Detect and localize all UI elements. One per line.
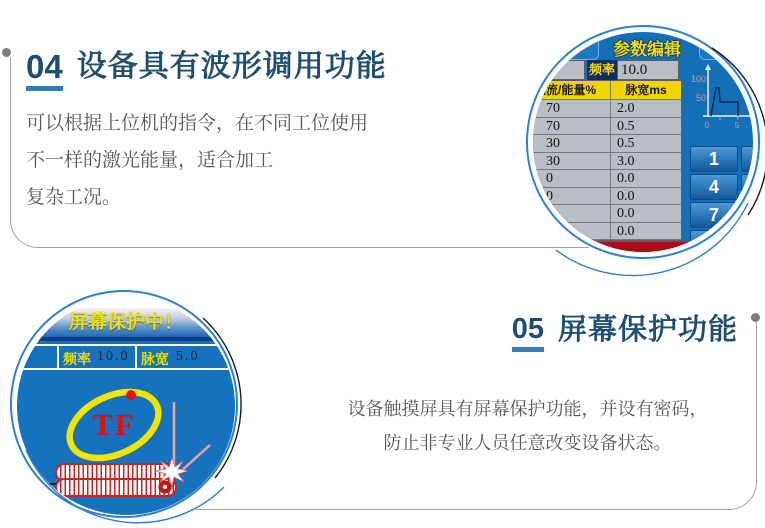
table-cell: 0.0 (611, 170, 681, 188)
col-header-current: 电流/能量% (533, 81, 611, 100)
saver-pulse-value: 5.0 (176, 349, 200, 364)
keypad-key-7[interactable]: 7 (690, 202, 738, 228)
parameter-screen (533, 32, 753, 252)
frequency-label: 频率 (587, 60, 617, 80)
table-cell: 30 (533, 153, 611, 171)
table-cell: 0.0 (611, 205, 681, 223)
screen-title: 参数编辑 (613, 40, 681, 59)
table-row[interactable] (533, 118, 681, 136)
keypad-key-clipped[interactable] (741, 230, 753, 252)
parameter-screen-circle (526, 25, 760, 259)
body-line: 可以根据上位机的指令，在不同工位使用 (26, 113, 369, 134)
logo-laser-overlay (17, 297, 235, 515)
body-line: 防止非专业人员任意改变设备状态。 (383, 433, 672, 453)
table-cell: 0.5 (611, 118, 681, 136)
parameter-table (533, 80, 682, 241)
parameter-screen-clip (533, 32, 753, 252)
body-line: 复杂工况。 (26, 187, 122, 208)
screensaver-circle (10, 290, 238, 518)
table-cell: 0.5 (611, 135, 681, 153)
table-cell (533, 223, 611, 241)
table-row[interactable] (533, 135, 681, 153)
table-cell: 0.0 (611, 188, 681, 206)
section04-body (26, 105, 496, 216)
table-cell: 70 (533, 100, 611, 118)
table-row[interactable] (533, 153, 681, 171)
tf-logo-dot-icon (126, 390, 136, 400)
screensaver-banner: 屏幕保护中！ (17, 308, 235, 337)
left-value-box[interactable] (533, 60, 585, 80)
red-action-bar[interactable] (591, 242, 703, 252)
keypad-key-clipped[interactable] (741, 174, 753, 200)
table-cell: 2.0 (611, 100, 681, 118)
saver-frequency-value: 10.0 (97, 349, 130, 364)
laser-beam-diagonal-icon (179, 445, 210, 473)
x-tick-0: 0 (704, 121, 710, 130)
saver-frequency-label: 频率 (63, 351, 91, 367)
titlebar-left-button[interactable] (539, 34, 599, 60)
y-axis-arrow-icon (705, 64, 711, 70)
table-row[interactable] (533, 188, 681, 206)
table-cell: 0 (533, 170, 611, 188)
keypad-key-4[interactable]: 4 (690, 174, 738, 200)
tf-logo-text: TF (92, 407, 136, 442)
titlebar-right-button[interactable] (699, 34, 753, 60)
waveform-chart (673, 60, 753, 136)
table-cell: 70 (533, 118, 611, 136)
table-cell: 30 (533, 135, 611, 153)
section04-number: 04 (26, 50, 63, 91)
y-tick-100: 100 (690, 74, 706, 84)
section05-headline (512, 315, 738, 352)
y-tick-50: 50 (695, 93, 706, 103)
section05-title: 屏幕保护功能 (557, 314, 738, 346)
weld-dot-center-icon (163, 485, 167, 489)
x-axis-arrow-icon (751, 113, 753, 119)
frequency-value-field[interactable]: 10.0 (617, 60, 679, 80)
table-cell: 0 (533, 188, 611, 206)
section05-number: 05 (512, 315, 544, 352)
keypad-key-clipped[interactable] (741, 202, 753, 228)
section05-frame-dot (751, 313, 760, 322)
table-cell (533, 205, 611, 223)
body-line: 设备触摸屏具有屏幕保护功能，并设有密码， (347, 399, 708, 419)
screensaver-clip (17, 297, 235, 515)
table-cell: 0.0 (611, 223, 681, 241)
col-header-pulse: 脉宽ms (611, 81, 681, 100)
x-tick-5: 5 (734, 121, 740, 130)
section04-frame-dot (2, 48, 11, 57)
section04-text-block (26, 50, 496, 216)
section04-headline (26, 50, 496, 91)
table-row[interactable] (533, 170, 681, 188)
keypad-key-clipped[interactable] (741, 146, 753, 172)
table-cell: 3.0 (611, 153, 681, 171)
table-row[interactable] (533, 223, 681, 241)
table-row[interactable] (533, 100, 681, 118)
screensaver-screen (17, 297, 235, 515)
body-line: 不一样的激光能量，适合加工 (26, 150, 274, 171)
table-row[interactable] (533, 205, 681, 223)
waveform-line (711, 88, 738, 116)
section05-body (305, 392, 750, 460)
keypad-key-1[interactable]: 1 (690, 146, 738, 172)
saver-pulse-label: 脉宽 (141, 351, 169, 367)
table-header-row (533, 81, 681, 100)
section04-title: 设备具有波形调用功能 (76, 50, 387, 83)
